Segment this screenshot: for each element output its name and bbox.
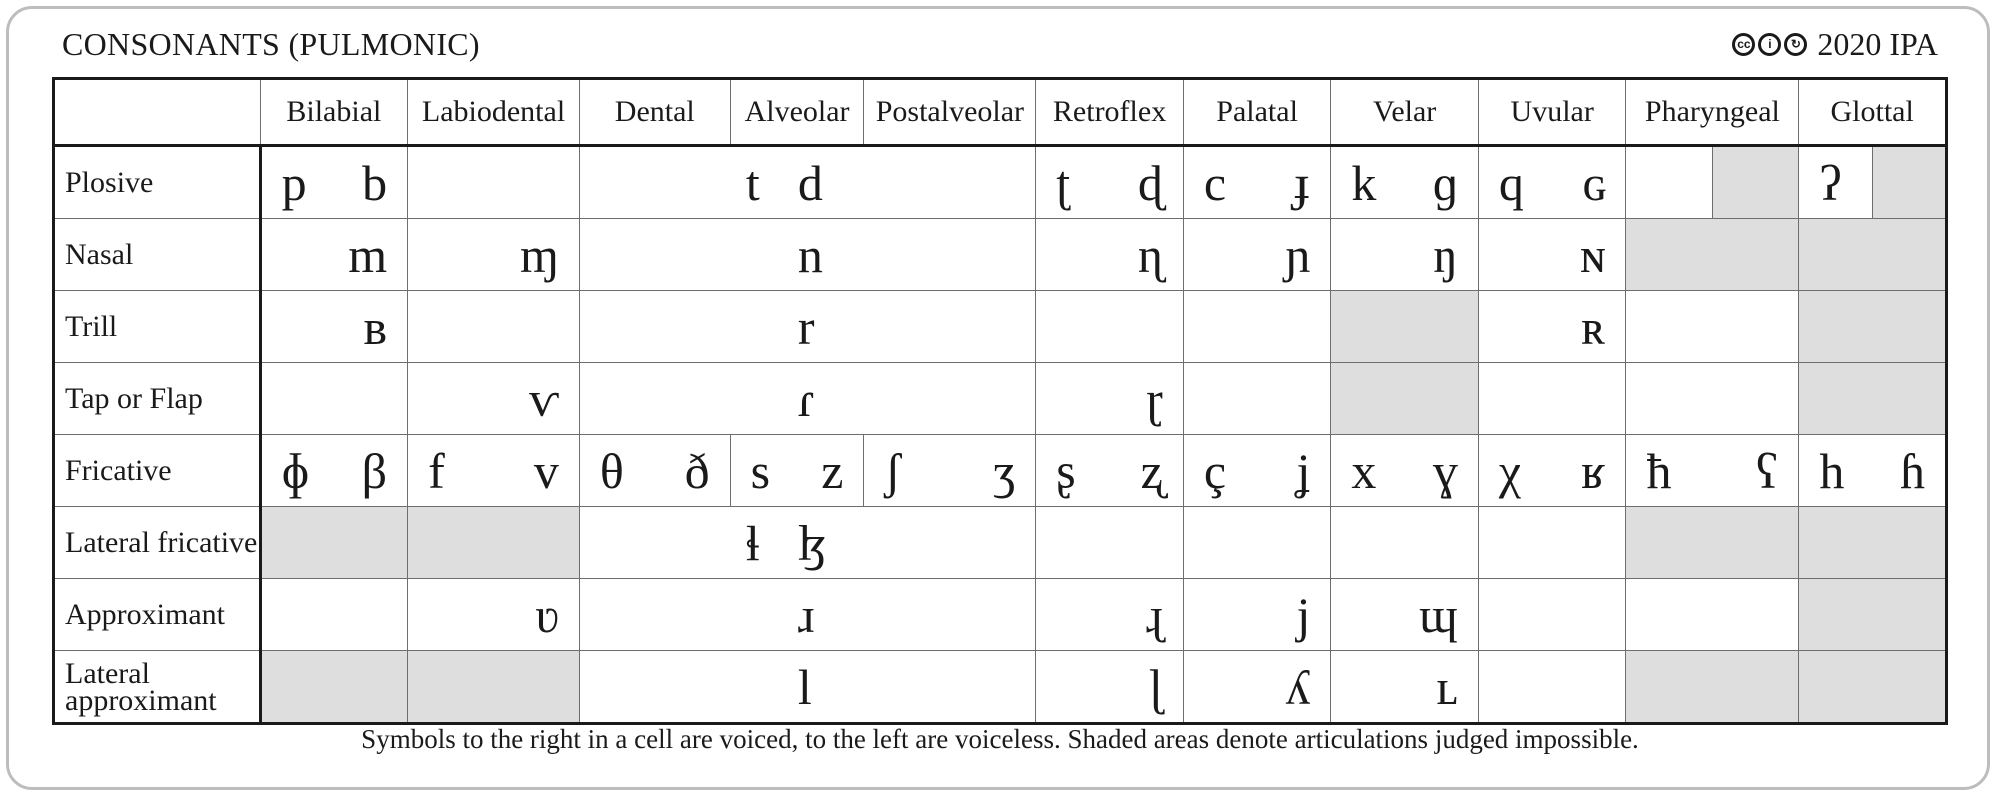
ipa-symbol-voiced: ɮ [797,514,827,571]
manner-row [54,435,1947,507]
chart-cell [1183,651,1331,724]
cell-right-shaded [1712,147,1798,218]
chart-cell [1036,435,1184,507]
column-header: Retroflex [1036,79,1184,146]
chart-cell [1478,219,1626,291]
chart-cell [260,146,408,219]
ipa-symbol-voiced: ɾ [797,370,815,427]
ipa-symbol-voiceless: f [428,442,445,499]
chart-cell [864,435,1036,507]
ipa-symbol-voiced: b [362,154,388,211]
chart-cell [1036,651,1184,724]
chart-cell [579,579,1035,651]
ipa-symbol-voiced: m [348,226,388,283]
ipa-symbol-voiced: β [361,442,388,499]
cell-pair [1626,147,1798,218]
ipa-symbol-voiced: ʋ [535,586,559,643]
chart-cell [1183,291,1331,363]
chart-cell [1036,363,1184,435]
chart-cell [1478,146,1626,219]
chart-cell [1478,363,1626,435]
chart-cell [1626,146,1799,219]
column-header: Palatal [1183,79,1331,146]
ipa-symbol-voiceless: x [1351,442,1377,499]
chart-cell [1478,507,1626,579]
ipa-symbol-voiced: ʙ [363,298,388,355]
cell-left [1799,147,1871,218]
row-label: Lateral fricative [54,507,261,579]
column-header: Alveolar [730,79,864,146]
ipa-symbol-voiced: ɣ [1432,442,1458,499]
ipa-symbol-voiced: ɡ [1432,154,1458,211]
chart-cell [1478,579,1626,651]
ipa-symbol-voiced: ʀ [1581,298,1606,355]
ipa-symbol-voiceless: ʔ [1819,154,1842,211]
chart-cell [579,435,730,507]
chart-cell [1626,435,1799,507]
ipa-symbol-voiceless: ʂ [1056,442,1076,499]
ipa-symbol-voiced: ⱱ [529,370,559,427]
column-header: Bilabial [260,79,408,146]
chart-cell [1183,146,1331,219]
chart-cell [1331,146,1479,219]
ipa-symbol-voiced: ð [684,442,710,499]
chart-cell [260,651,408,724]
chart-cell [1626,291,1799,363]
chart-cell [1331,219,1479,291]
chart-cell [1799,219,1947,291]
ipa-symbol-voiced: ɭ [1148,658,1163,715]
ipa-symbol-voiceless: ʃ [884,442,902,499]
chart-cell [1331,507,1479,579]
chart-cell [260,507,408,579]
cell-pair [1799,147,1945,218]
chart-cell [260,219,408,291]
column-header: Labiodental [408,79,580,146]
chart-cell [1183,579,1331,651]
ipa-symbol-voiceless: ħ [1646,442,1672,499]
ipa-symbol-voiced: z [821,442,844,499]
manner-row [54,651,1947,724]
chart-cell [1626,219,1799,291]
chart-cell [1183,219,1331,291]
row-label: Lateral approximant [54,651,261,724]
chart-cell [1478,291,1626,363]
chart-cell [1183,363,1331,435]
ipa-symbol-voiceless: θ [599,442,624,499]
ipa-symbol-voiced: ɽ [1146,370,1163,427]
ipa-symbol-voiced: ɖ [1137,154,1163,211]
ipa-symbol-voiced: ɲ [1285,226,1311,283]
chart-cell [408,146,580,219]
header-corner [54,79,261,146]
cell-right-shaded [1872,147,1945,218]
manner-row [54,146,1947,219]
chart-cell [408,291,580,363]
ipa-symbol-voiceless: q [1498,154,1524,211]
ipa-symbol-voiceless: c [1203,154,1227,211]
header-row [54,79,1947,146]
chart-cell [1331,651,1479,724]
column-header: Glottal [1799,79,1947,146]
chart-cell [1626,507,1799,579]
manner-row [54,507,1947,579]
ipa-symbol-voiceless: t [745,154,760,211]
ipa-symbol-voiced: ɱ [520,226,559,283]
chart-cell [1036,507,1184,579]
row-label: Trill [54,291,261,363]
chart-cell [1799,651,1947,724]
row-label: Tap or Flap [54,363,261,435]
ipa-symbol-voiced: ʒ [993,442,1016,499]
column-header: Velar [1331,79,1479,146]
ipa-symbol-voiced: ɻ [1146,586,1163,643]
ipa-symbol-voiced: d [797,154,823,211]
ipa-symbol-voiced: ʁ [1581,442,1606,499]
chart-cell [1036,579,1184,651]
ipa-symbol-voiceless: ʈ [1056,154,1071,211]
chart-cell [1626,579,1799,651]
chart-cell [579,291,1035,363]
ipa-symbol-voiceless: s [750,442,771,499]
chart-cell [1478,435,1626,507]
chart-cell [408,579,580,651]
ipa-symbol-voiced: ʝ [1296,442,1311,499]
row-label: Approximant [54,579,261,651]
cell-left [1626,147,1711,218]
consonant-chart [52,77,1948,725]
ipa-symbol-voiced: ɢ [1582,154,1606,211]
column-header: Dental [579,79,730,146]
chart-cell [260,579,408,651]
ipa-symbol-voiceless: k [1351,154,1377,211]
chart-cell [1331,291,1479,363]
ipa-symbol-voiced: ɹ [797,586,815,643]
chart-cell [408,219,580,291]
chart-cell [408,435,580,507]
chart-cell [1036,146,1184,219]
by-icon: i [1758,33,1781,56]
column-header: Uvular [1478,79,1626,146]
ipa-symbol-voiced: ŋ [1433,226,1458,283]
chart-caption: Symbols to the right in a cell are voiced, to the left are voiceless. Shaded areas denote articulations judged impossible. [361,724,1639,754]
chart-cell [579,651,1035,724]
ipa-symbol-voiced: n [797,226,823,283]
ipa-symbol-voiceless: p [281,154,307,211]
chart-cell [1799,579,1947,651]
manner-row [54,579,1947,651]
cc-icon: cc [1732,33,1755,56]
chart-cell [1799,363,1947,435]
ipa-symbol-voiceless: ɬ [745,514,760,571]
chart-cell [579,363,1035,435]
row-label: Fricative [54,435,261,507]
ipa-symbol-voiced: ʟ [1436,658,1458,715]
sa-icon: ↻ [1784,33,1807,56]
ipa-symbol-voiced: ʎ [1285,658,1311,715]
chart-cell [408,507,580,579]
license-icons [1732,33,1807,56]
column-header: Pharyngeal [1626,79,1799,146]
chart-cell [1626,363,1799,435]
chart-cell [1799,291,1947,363]
chart-cell [1331,435,1479,507]
chart-title: CONSONANTS (PULMONIC) [62,26,480,62]
ipa-symbol-voiced: l [797,658,812,715]
ipa-symbol-voiced: ɦ [1900,442,1925,499]
chart-cell [408,363,580,435]
chart-cell [408,651,580,724]
ipa-symbol-voiced: j [1296,586,1311,643]
chart-cell [1478,651,1626,724]
chart-cell [1626,651,1799,724]
ipa-symbol-voiced: ʐ [1140,442,1163,499]
row-label: Nasal [54,219,261,291]
chart-cell [260,435,408,507]
ipa-symbol-voiced: ʕ [1756,442,1779,499]
chart-cell [1799,507,1947,579]
chart-cell [579,507,1035,579]
ipa-symbol-voiceless: h [1819,442,1845,499]
manner-row [54,219,1947,291]
chart-cell [579,146,1035,219]
ipa-symbol-voiced: ɴ [1580,226,1606,283]
chart-cell [1799,435,1947,507]
ipa-symbol-voiceless: χ [1498,442,1522,499]
manner-row [54,291,1947,363]
column-header: Postalveolar [864,79,1036,146]
ipa-symbol-voiced: v [533,442,559,499]
chart-cell [1036,219,1184,291]
ipa-symbol-voiceless: ç [1203,442,1227,499]
ipa-symbol-voiced: r [797,298,815,355]
ipa-symbol-voiced: ɳ [1137,226,1163,283]
chart-cell [1331,363,1479,435]
chart-cell [730,435,864,507]
row-label: Plosive [54,146,261,219]
chart-cell [1036,291,1184,363]
ipa-symbol-voiceless: ɸ [281,442,310,499]
chart-cell [260,291,408,363]
chart-cell [579,219,1035,291]
chart-cell [1183,435,1331,507]
copyright-notice [1732,26,1938,63]
copyright-year: 2020 IPA [1817,26,1938,62]
chart-cell [1331,579,1479,651]
chart-cell [1799,146,1947,219]
chart-cell [260,363,408,435]
manner-row [54,363,1947,435]
ipa-symbol-voiced: ɰ [1419,586,1458,643]
chart-cell [1183,507,1331,579]
ipa-symbol-voiced: ɟ [1293,154,1311,211]
